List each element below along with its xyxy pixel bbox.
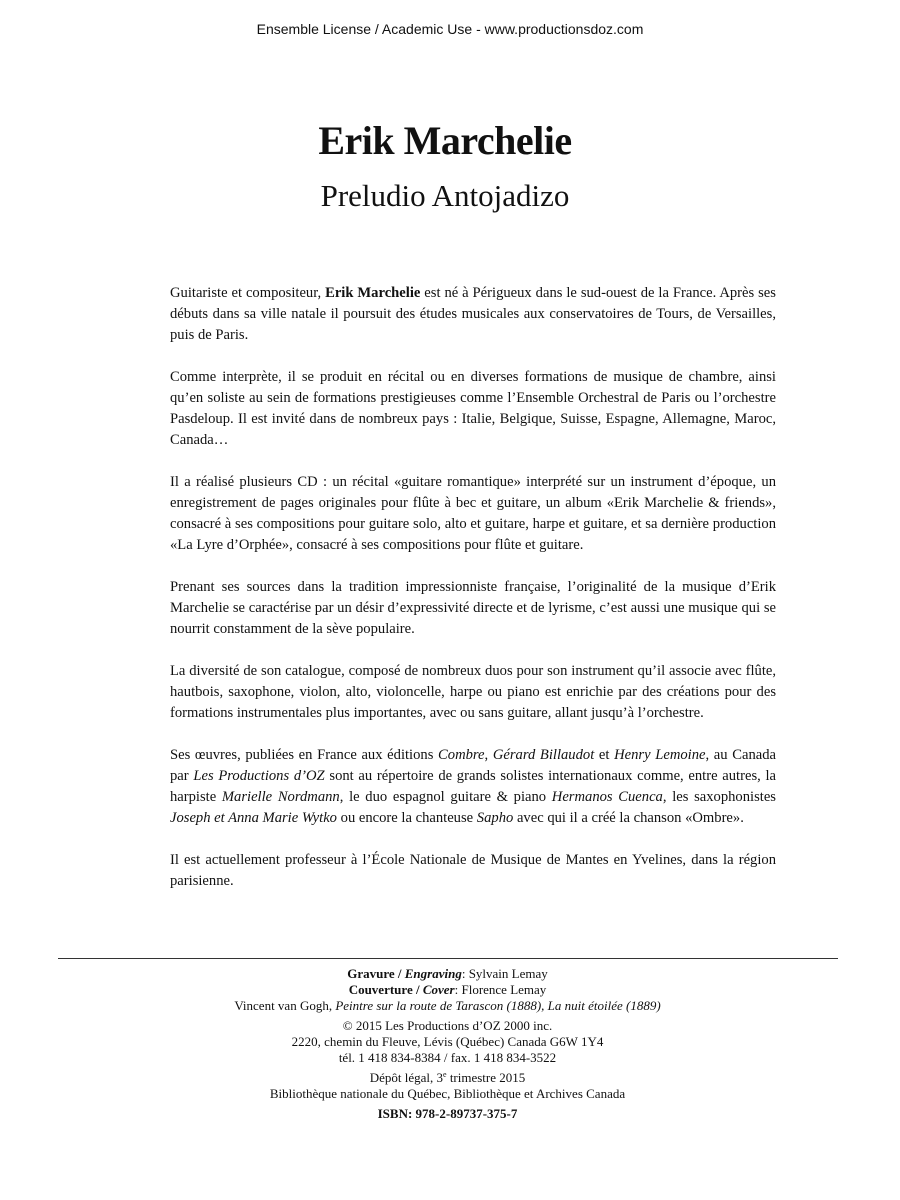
- publisher-name: Combre: [438, 747, 485, 763]
- bio-text: ou encore la chanteuse: [340, 810, 474, 826]
- bio-paragraph-2: Comme interprète, il se produit en récital ou en diverses formations de musique de chambre, ainsi qu’en soliste au sein de formations prestigieuses comme l’Ensemble Orchestral de Paris ou l’orchestre Pasdeloup. Il est invité dans de nombreux pays : Italie, Belgique, Suisse, Espagne, Allemagne, Maroc, Canada…: [170, 369, 776, 448]
- cover-art-credit: [0, 998, 895, 1014]
- bio-text: sont au répertoire de grands solistes internationaux comme, entre autres, la harpiste: [170, 768, 777, 805]
- engraving-label-en: Engraving: [404, 966, 462, 981]
- bio-paragraph-3: Il a réalisé plusieurs CD : un récital «guitare romantique» interprété sur un instrument d’époque, un enregistrement de pages originales pour flûte à bec et guitare, un album «Erik Marchelie & friends», consacré à ses compositions pour guitare solo, alto et guitare, harpe et guitare, et sa dernière production «La Lyre d’Orphée», consacré à ses compositions pour flûte et guitare.: [170, 474, 776, 553]
- engraver-name: : Sylvain Lemay: [461, 966, 548, 981]
- bio-text: avec qui il a créé la chanson «Ombre».: [516, 810, 744, 826]
- painting-titles: Peintre sur la route de Tarascon (1888), La nuit étoilée (1889): [335, 998, 661, 1013]
- isbn-text: ISBN: 978-2-89737-375-7: [377, 1106, 518, 1121]
- license-header: Ensemble License / Academic Use - www.productionsdoz.com: [256, 21, 644, 37]
- work-title: Preludio Antojadizo: [320, 178, 570, 213]
- legal-deposit: [0, 1070, 895, 1086]
- engraving-credit: [0, 966, 895, 982]
- bio-text: Guitariste et compositeur,: [170, 285, 322, 301]
- bio-paragraph-7: Il est actuellement professeur à l’École Nationale de Musique de Mantes en Yvelines, dans la région parisienne.: [170, 852, 776, 889]
- copyright: © 2015 Les Productions d’OZ 2000 inc.: [342, 1018, 553, 1033]
- publisher-phone: tél. 1 418 834-8384 / fax. 1 418 834-3522: [338, 1050, 557, 1065]
- publisher-name: Les Productions d’OZ: [193, 768, 325, 784]
- bio-text: ,: [484, 747, 489, 763]
- divider: [58, 958, 838, 959]
- bio-text: , le duo espagnol guitare & piano: [339, 789, 547, 805]
- bio-text: , au Canada par: [170, 747, 776, 784]
- biography: [170, 283, 776, 913]
- cover-credit: [0, 982, 895, 998]
- artist-name: Joseph et Anna Marie Wytko: [170, 810, 337, 826]
- legal-deposit-text: trimestre 2015: [449, 1070, 526, 1085]
- bio-paragraph-6: [170, 745, 776, 829]
- cover-label-en: Cover: [422, 982, 455, 997]
- isbn: [0, 1106, 895, 1122]
- cover-designer-name: : Florence Lemay: [454, 982, 547, 997]
- legal-deposit-text: Dépôt légal, 3: [369, 1070, 443, 1085]
- composer-name: Erik Marchelie: [318, 118, 572, 163]
- cover-label: Couverture /: [348, 982, 420, 997]
- artist-name: Hermanos Cuenca: [551, 789, 663, 805]
- credits: [0, 966, 895, 1122]
- publisher-name: Henry Lemoine: [614, 747, 706, 763]
- bio-text: et: [598, 747, 610, 763]
- bio-text: , les saxophonistes: [662, 789, 776, 805]
- bio-text: Ses œuvres, publiées en France aux éditions: [170, 747, 434, 763]
- bio-paragraph-1: [170, 283, 776, 346]
- ordinal-suffix: e: [443, 1070, 447, 1079]
- engraving-label: Gravure /: [347, 966, 402, 981]
- bio-paragraph-4: Prenant ses sources dans la tradition impressionniste française, l’originalité de la musique d’Erik Marchelie se caractérise par un désir d’expressivité directe et de lyrisme, c’est aussi une musique qui se nourrit constamment de la sève populaire.: [170, 579, 776, 637]
- publisher-name: Gérard Billaudot: [492, 747, 595, 763]
- artist-name: Sapho: [476, 810, 514, 826]
- publisher-address: 2220, chemin du Fleuve, Lévis (Québec) Canada G6W 1Y4: [291, 1034, 604, 1049]
- library-archives: Bibliothèque nationale du Québec, Bibliothèque et Archives Canada: [269, 1086, 626, 1101]
- bio-paragraph-5: La diversité de son catalogue, composé de nombreux duos pour son instrument qu’il associe avec flûte, hautbois, saxophone, violon, alto, violoncelle, harpe ou piano est enrichie par des créations pour des formations instrumentales plus importantes, avec ou sans guitare, allant jusqu’à l’orchestre.: [170, 663, 776, 721]
- composer-name-bold: Erik Marchelie: [325, 285, 421, 301]
- bio-text: est né à Périgueux dans le sud-ouest de la France. Après ses débuts dans sa ville natale il poursuit des études musicales aux conservatoires de Tours, de Versailles, puis de Paris.: [170, 285, 776, 343]
- artist-name: Marielle Nordmann: [221, 789, 340, 805]
- painter-name: Vincent van Gogh,: [234, 998, 333, 1013]
